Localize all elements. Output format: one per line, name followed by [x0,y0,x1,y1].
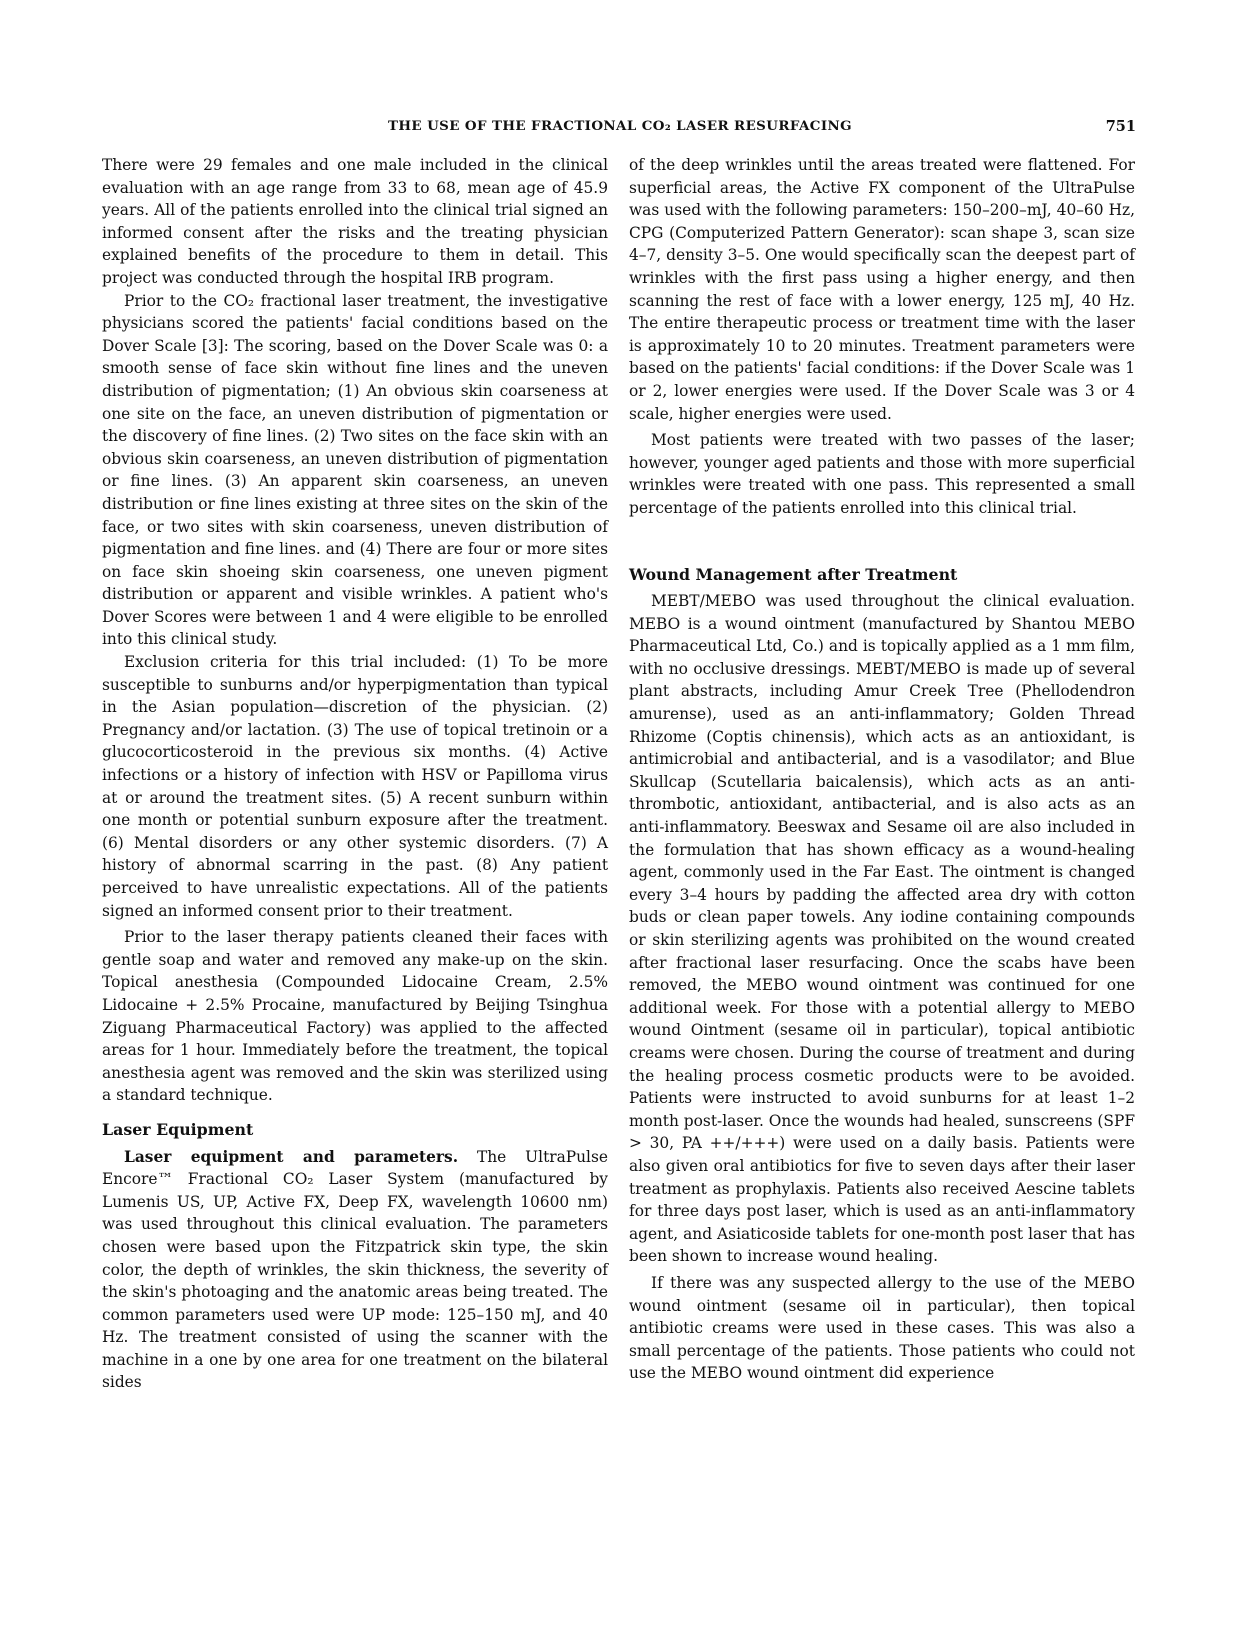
paragraph-exclusion-criteria: Exclusion criteria for this trial included: (1) To be more susceptible to sunburns and/or hyperpigmentation than typical in the Asian population—discretion of the physician. (2) Pregnancy and/or lactation. (3) The use of topical tretinoin or a glucocorticosteroid in the previous six months. (4) Active infections or a history of infection with HSV or Papilloma virus at or around the treatment sites. (5) A recent sunburn within one month or potential sunburn exposure after the treatment. (6) Mental disorders or any other systemic disorders. (7) A history of abnormal scarring in the past. (8) Any patient perceived to have unrealistic expectations. All of the patients signed an informed consent prior to their treatment. [102,653,608,920]
paragraph-mebo: MEBT/MEBO was used throughout the clinical evaluation. MEBO is a wound ointment (manufactured by Shantou MEBO Pharmaceutical Ltd, Co.) and is topically applied as a 1 mm film, with no occlusive dressings. MEBT/MEBO is made up of several plant abstracts, including Amur Creek Tree (Phellodendron amurense), used as an anti-inflammatory; Golden Thread Rhizome (Coptis chinensis), which acts as an antioxidant, is antimicrobial and antibacterial, and is a vasodilator; and Blue Skullcap (Scutellaria baicalensis), which acts as an anti-thrombotic, antioxidant, antibacterial, and is also acts as an anti-inflammatory. Beeswax and Sesame oil are also included in the formulation that has shown efficacy as a wound-healing agent, commonly used in the Far East. The ointment is changed every 3–4 hours by padding the affected area dry with cotton buds or clean paper towels. Any iodine containing compounds or skin sterilizing agents was prohibited on the wound created after fractional laser resurfacing. Once the scabs have been removed, the MEBO wound ointment was continued for one additional week. For those with a potential allergy to MEBO wound Ointment (sesame oil in particular), topical antibiotic creams were chosen. During the course of treatment and during the healing process cosmetic products were to be avoided. Patients were instructed to avoid sunburns for at least 1–2 month post-laser. Once the wounds had healed, sunscreens (SPF > 30, PA ++/+++) were used on a daily basis. Patients were also given oral antibiotics for five to seven days after their laser treatment as prophylaxis. Patients also received Aescine tablets for three days post laser, which is used as an anti-inflammatory agent, and Asiaticoside tablets for one-month post laser that has been shown to increase wound healing. [629,592,1135,1266]
paragraph-laser-parameters [102,1146,608,1395]
page-number: 751 [1105,118,1136,135]
right-column [629,154,1135,1385]
section-heading-laser-equipment: Laser Equipment [102,1119,254,1139]
running-title: THE USE OF THE FRACTIONAL CO₂ LASER RESURFACING [388,118,852,134]
left-column [102,154,608,1394]
runin-heading-laser-parameters: Laser equipment and parameters. [124,1147,459,1166]
paragraph-allergy: If there was any suspected allergy to the use of the MEBO wound ointment (sesame oil in particular), then topical antibiotic creams were used in these cases. This was also a small percentage of the patients. Those patients who could not use the MEBO wound ointment did experience [629,1273,1135,1383]
paragraph-preparation: Prior to the laser therapy patients cleaned their faces with gentle soap and water and removed any make-up on the skin. Topical anesthesia (Compounded Lidocaine Cream, 2.5% Lidocaine + 2.5% Procaine, manufactured by Beijing Tsinghua Ziguang Pharmaceutical Factory) was applied to the affected areas for 1 hour. Immediately before the treatment, the topical anesthesia agent was removed and the skin was sterilized using a standard technique. [102,928,608,1105]
paragraph-dover-scale: Prior to the CO₂ fractional laser treatment, the investigative physicians scored the patients' facial conditions based on the Dover Scale [3]: The scoring, based on the Dover Scale was 0: a smooth sense of face skin without fine lines and the uneven distribution of pigmentation; (1) An obvious skin coarseness at one site on the face, an uneven distribution of pigmentation or the discovery of fine lines. (2) Two sites on the face skin with an obvious skin coarseness, an uneven distribution of pigmentation or fine lines. (3) An apparent skin coarseness, an uneven distribution or fine lines existing at three sites on the skin of the face, or two sites with skin coarseness, uneven distribution of pigmentation and fine lines. and (4) There are four or more sites on face skin shoeing skin coarseness, one uneven pigment distribution or apparent and visible wrinkles. A patient who's Dover Scores were between 1 and 4 were eligible to be enrolled into this clinical study. [102,291,608,649]
paragraph-passes: Most patients were treated with two passes of the laser; however, younger aged patients and those with more superficial wrinkles were treated with one pass. This represented a small percentage of the patients enrolled into this clinical trial. [629,431,1135,517]
section-heading-wound-management: Wound Management after Treatment [629,564,958,584]
running-header [0,116,1237,142]
paragraph-treatment-parameters: of the deep wrinkles until the areas treated were flattened. For superficial areas, the Active FX component of the UltraPulse was used with the following parameters: 150–200–mJ, 40–60 Hz, CPG (Computerized Pattern Generator): scan shape 3, scan size 4–7, density 3–5. One would specifically scan the deepest part of wrinkles with the first pass using a higher energy, and then scanning the rest of face with a lower energy, 125 mJ, 40 Hz. The entire therapeutic process or treatment time with the laser is approximately 10 to 20 minutes. Treatment parameters were based on the patients' facial conditions: if the Dover Scale was 1 or 2, lower energies were used. If the Dover Scale was 3 or 4 scale, higher energies were used. [629,156,1135,423]
paragraph-laser-parameters-text: The UltraPulse Encore™ Fractional CO₂ Laser System (manufactured by Lumenis US, UP, Active FX, Deep FX, wavelength 10600 nm) was used throughout this clinical evaluation. The parameters chosen were based upon the Fitzpatrick skin type, the skin color, the depth of wrinkles, the skin thickness, the severity of the skin's photoaging and the anatomic areas being treated. The common parameters used were UP mode: 125–150 mJ, and 40 Hz. The treatment consisted of using the scanner with the machine in a one by one area for one treatment on the bilateral sides [102,1147,608,1392]
paragraph-participants: There were 29 females and one male included in the clinical evaluation with an age range from 33 to 68, mean age of 45.9 years. All of the patients enrolled into the clinical trial signed an informed consent after the risks and the treating physician explained benefits of the procedure to them in detail. This project was conducted through the hospital IRB program. [102,156,608,287]
